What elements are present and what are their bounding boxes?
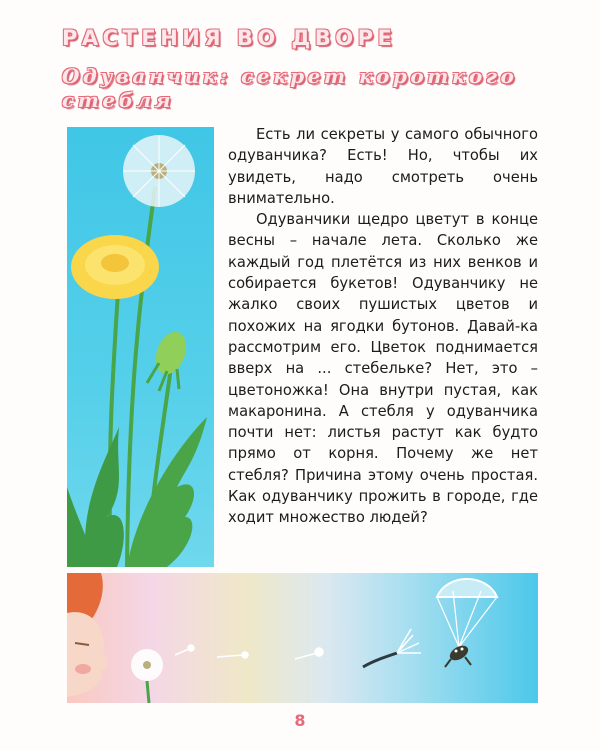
leaves-icon xyxy=(67,417,207,567)
girl-face-icon xyxy=(67,573,107,697)
dandelion-seed-icon xyxy=(363,629,421,667)
dandelion-illustration xyxy=(67,127,214,567)
section-title: РАСТЕНИЯ ВО ДВОРЕ xyxy=(62,26,397,50)
article-title: Одуванчик: секрет короткого стебля xyxy=(62,64,518,112)
yellow-flower-icon xyxy=(71,235,159,299)
seed-head-icon xyxy=(131,649,163,703)
bottom-illustration xyxy=(67,573,538,703)
page-number: 8 xyxy=(294,711,306,730)
dandelion-plant-icon xyxy=(67,127,214,567)
paragraph: Есть ли секреты у самого обычного одуванчика? Есть! Но, чтобы их увидеть, надо смотреть очень внимательно. xyxy=(228,126,538,207)
article-body xyxy=(228,124,538,529)
parachute-character-icon xyxy=(437,579,497,667)
paragraph: Одуванчики щедро цветут в конце весны – начале лета. Сколько же каждый год плетётся из них венков и собирается букетов! Одуванчику не жалко своих пушистых цветов и похожих на ягодки бутонов. Давай-ка рассмотрим его. Цветок поднимается вверх на ... стебельке? Нет, это – цветоножка! Она внутри пустая, как макаронина. А стебля у одуванчика почти нет: листья растут как будто прямо от корня. Почему же нет стебля? Причина этому очень простая. Как одуванчику прожить в городе, где ходит множество людей? xyxy=(228,211,538,527)
seed-head-icon xyxy=(123,135,195,207)
dandelion-seed-icon xyxy=(175,645,323,659)
